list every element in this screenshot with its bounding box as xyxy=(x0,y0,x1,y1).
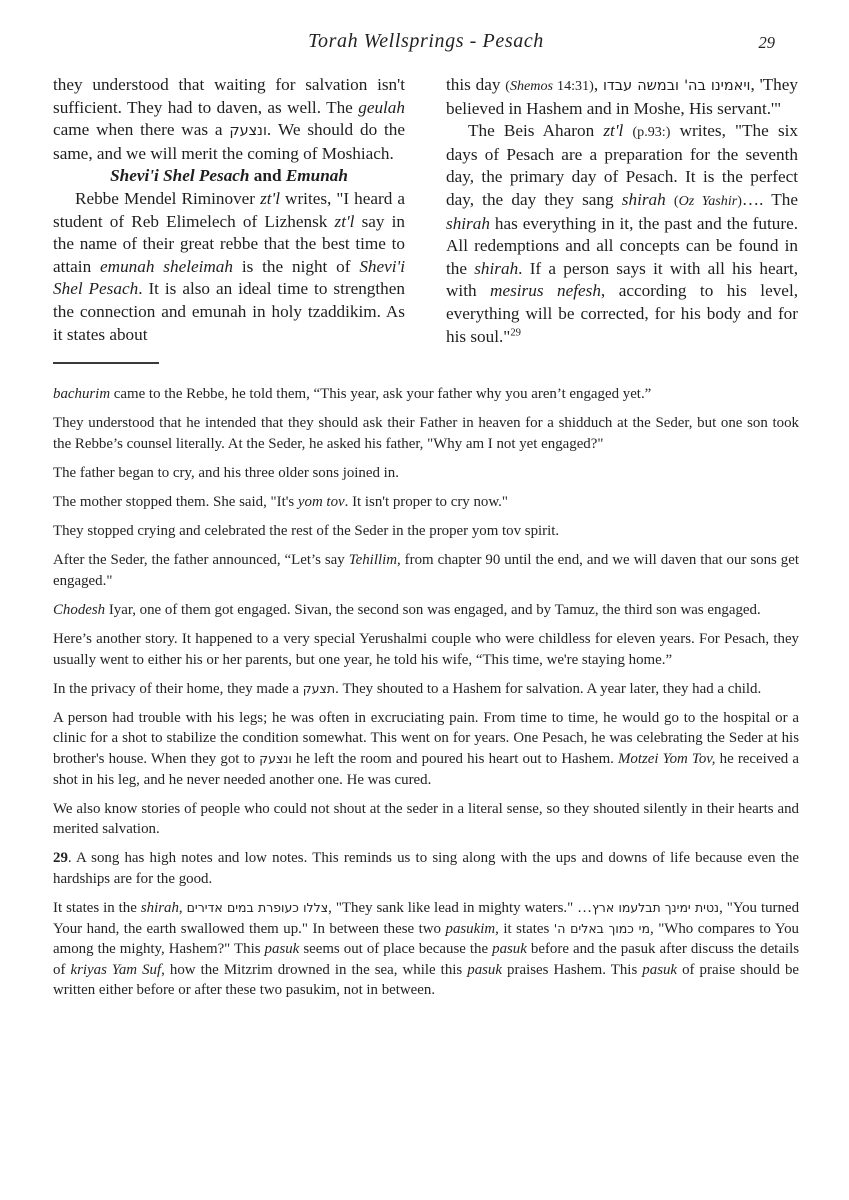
paragraph xyxy=(446,120,798,348)
text-run: They understood that he intended that they should ask their Father in heaven for a shidduch at the Seder, but one son took the Rebbe’s counsel literally. At the Seder, he asked his father, "Why am I not yet engaged?" xyxy=(53,415,799,452)
footnote-list xyxy=(53,384,799,1001)
text-run: zt'l xyxy=(334,211,355,231)
footnote-paragraph xyxy=(53,463,799,484)
text-run: has everything in it, the past and the future. All redemptions and all concepts can be found in the xyxy=(446,213,798,278)
text-run: pasuk xyxy=(642,961,678,978)
paragraph xyxy=(53,188,405,346)
text-run: The father began to cry, and his three older sons joined in. xyxy=(53,464,399,481)
text-run: Iyar, one of them got engaged. Sivan, the second son was engaged, and by Tamuz, the third son was engaged. xyxy=(105,601,761,618)
footnote-paragraph xyxy=(53,413,799,454)
hebrew-phrase: נטית ימינך תבלעמו ארץ xyxy=(592,900,720,915)
text-run: shirah xyxy=(446,213,490,233)
text-run: came when there was a xyxy=(53,120,230,140)
text-run: . We should do the same, and we will merit the coming of Moshiach. xyxy=(53,120,405,163)
footnote-paragraph xyxy=(53,521,799,542)
text-run: . It isn't proper to cry now." xyxy=(344,494,508,510)
text-run: emunah sheleimah xyxy=(100,256,233,276)
text-run: , xyxy=(593,75,603,94)
section-heading xyxy=(53,165,405,188)
text-run: is the night of xyxy=(232,256,360,276)
footnote-paragraph xyxy=(53,799,799,840)
footnote-paragraph xyxy=(53,679,799,700)
text-run: ) xyxy=(737,192,742,209)
footnote-paragraph xyxy=(53,492,799,513)
text-run: 14:31) xyxy=(553,78,594,94)
footnote-paragraph xyxy=(53,600,799,621)
text-run: Rebbe Mendel Riminover xyxy=(75,188,261,208)
text-run: , it states xyxy=(495,920,554,937)
text-run: We also know stories of people who could not shout at the seder in a literal sense, so they shouted silently in their hearts and merited salvation. xyxy=(53,800,799,838)
text-run: It states in the xyxy=(53,900,141,916)
text-run: Motzei Yom Tov, xyxy=(618,750,716,767)
text-run: shirah xyxy=(474,258,519,278)
hebrew-phrase: מי כמוך באלים ה' xyxy=(553,920,650,936)
paragraph xyxy=(446,74,798,120)
text-run: pasuk xyxy=(467,961,502,978)
text-run: praises Hashem. This xyxy=(502,961,643,978)
footnote-paragraph xyxy=(53,384,799,405)
main-text xyxy=(53,74,799,348)
hebrew-phrase: ונצעק xyxy=(259,750,292,766)
text-run: seems out of place because the xyxy=(299,941,493,958)
text-run: and xyxy=(249,166,286,186)
hebrew-phrase: צללו כעופרת במים אדירים xyxy=(186,900,329,915)
text-run: …. The xyxy=(741,189,798,209)
footnote-paragraph xyxy=(53,708,799,790)
text-run: 29 xyxy=(53,850,68,867)
footnote-paragraph xyxy=(53,898,799,1001)
page-title: Torah Wellsprings - Pesach xyxy=(308,30,544,52)
text-run: . They shouted to a Hashem for salvation. A year later, they had a child. xyxy=(335,680,762,697)
text-run: this day xyxy=(446,75,506,94)
text-run: 29 xyxy=(510,326,521,338)
text-run: Chodesh xyxy=(53,601,106,618)
text-run: mesirus nefesh xyxy=(490,281,601,301)
text-run: pasuk xyxy=(264,941,300,958)
text-run xyxy=(666,190,674,209)
text-run: , according to his level, everything will be corrected, for his body and for his soul." xyxy=(446,281,799,346)
hebrew-phrase: תצעק xyxy=(302,680,336,696)
footnote-divider xyxy=(53,362,159,364)
text-run: (p.93:) xyxy=(632,124,671,141)
left-column xyxy=(53,74,405,346)
hebrew-phrase: ונצעק xyxy=(229,123,267,140)
footnote-paragraph xyxy=(53,848,799,889)
text-run: shirah xyxy=(621,189,666,209)
footnote-paragraph xyxy=(53,629,799,670)
text-run: , "You turned Your hand, the earth swallowed them up." In between these two xyxy=(53,900,800,937)
paragraph xyxy=(53,74,405,165)
text-run: ( xyxy=(505,78,510,94)
text-run: Shevi'i Shel Pesach xyxy=(53,256,405,299)
text-run: came to the Rebbe, he told them, “This year, ask your father why you aren’t engaged yet.” xyxy=(110,386,652,403)
text-run: geulah xyxy=(358,97,405,117)
text-run: , xyxy=(178,900,187,916)
text-run: Here’s another story. It happened to a very special Yerushalmi couple who were childless for eleven years. For Pesach, they usually went to either his or her parents, but one year, he told his wife, “This time, we're staying home.” xyxy=(53,630,799,668)
text-run: Oz Yashir xyxy=(678,192,738,209)
text-run: Shemos xyxy=(509,78,554,94)
text-run: zt'l xyxy=(603,121,624,141)
text-run: In the privacy of their home, they made a xyxy=(53,680,303,697)
text-run: , how the Mitzrim drowned in the sea, while this xyxy=(161,961,468,978)
text-run: bachurim xyxy=(53,386,111,403)
text-run: they understood that waiting for salvation isn't sufficient. They had to daven, as well. The xyxy=(53,75,405,117)
text-run: . If a person says it with all his heart, with xyxy=(446,258,798,301)
text-run: writes, "The six days of Pesach are a preparation for the seventh day, the primary day of Pesach. It is the perfect day, the day they sang xyxy=(446,121,798,209)
page-number: 29 xyxy=(758,33,775,52)
text-run: , "Who compares to You among the mighty, Hashem?" This xyxy=(53,920,799,958)
text-run: shirah xyxy=(140,900,179,916)
text-run: before and the pasuk after discuss the details of xyxy=(53,941,799,978)
text-run: say in the name of their great rebbe that the best time to attain xyxy=(53,211,405,276)
hebrew-phrase: ויאמינו בה' ובמשה עבדו xyxy=(602,78,751,94)
text-run: After the Seder, the father announced, “Let’s say xyxy=(53,552,349,569)
text-run: , "They sank like lead in mighty waters." … xyxy=(328,900,593,916)
text-run: writes, "I heard a student of Reb Elimelech of Lizhensk xyxy=(53,188,405,231)
text-run: of praise should be written either before or after these two pasukim, not in between. xyxy=(53,961,799,999)
text-run: Emunah xyxy=(285,166,348,186)
text-run: Shevi'i Shel Pesach xyxy=(110,166,250,186)
text-run: ( xyxy=(673,192,679,209)
text-run: kriyas Yam Suf xyxy=(70,961,162,978)
right-column xyxy=(446,74,798,348)
text-run: The Beis Aharon xyxy=(468,121,604,141)
text-run: he left the room and poured his heart out to Hashem. xyxy=(291,750,619,767)
text-run: pasuk xyxy=(492,941,527,958)
text-run: pasukim xyxy=(445,920,496,937)
text-run: , 'They believed in Hashem and in Moshe, His servant.'" xyxy=(446,75,798,118)
text-run: Tehillim xyxy=(348,552,397,569)
text-run: he received a shot in his leg, and he never needed another one. He was cured. xyxy=(53,750,799,788)
footnote-paragraph xyxy=(53,550,799,591)
text-run: . A song has high notes and low notes. This reminds us to sing along with the ups and downs of life because even the hardships are for the good. xyxy=(53,850,799,887)
text-run: They stopped crying and celebrated the rest of the Seder in the proper yom tov spirit. xyxy=(53,523,560,540)
text-run: , from chapter 90 until the end, and we will daven that our sons get engaged." xyxy=(53,552,799,589)
text-run: yom tov xyxy=(297,494,345,510)
text-run: zt'l xyxy=(260,188,280,208)
text-run: . It is also an ideal time to strengthen the connection and emunah in holy tzaddikim. As it states about xyxy=(53,279,405,344)
text-run: A person had trouble with his legs; he was often in excruciating pain. From time to time, he would go to the hospital or a clinic for a shot to stabilize the condition somewhat. This went on for years. One Pesach, he was celebrating the Seder at his brother's house. When they got to xyxy=(53,709,799,767)
text-run: The mother stopped them. She said, "It's xyxy=(53,494,298,510)
page-header xyxy=(53,30,799,60)
